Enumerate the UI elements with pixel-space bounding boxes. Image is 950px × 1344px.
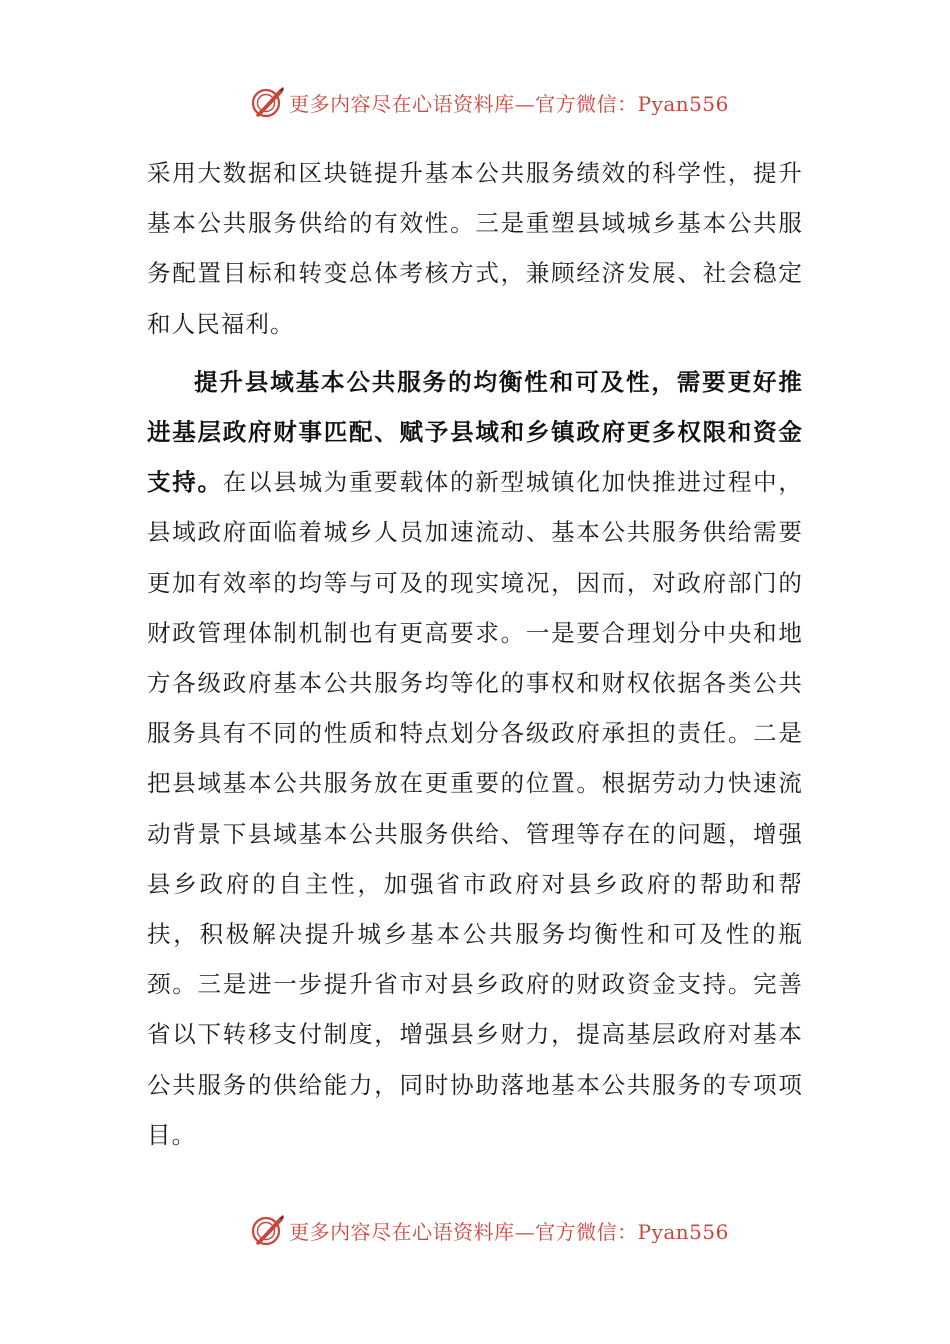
pen-seal-icon <box>249 1212 285 1248</box>
banner-text: 更多内容尽在心语资料库—官方微信：Pyan556 <box>289 1219 729 1244</box>
paragraph-2 <box>147 357 803 1160</box>
banner-text: 更多内容尽在心语资料库—官方微信：Pyan556 <box>289 91 729 116</box>
footer-banner <box>0 1210 950 1250</box>
banner-inner <box>249 1212 729 1248</box>
pen-seal-icon <box>249 84 285 120</box>
paragraph-2-lead: 提升县域基本公共服务的均衡性和可及性，需要更好推进基层政府财事匹配、赋予县域和乡镇政府更多权限和资金支持。 <box>147 367 803 497</box>
paragraph-2-body: 在以县城为重要载体的新型城镇化加快推进过程中，县域政府面临着城乡人员加速流动、基本公共服务供给需要更加有效率的均等与可及的现实境况，因而，对政府部门的财政管理体制机制也有更高要求。一是要合理划分中央和地方各级政府基本公共服务均等化的事权和财权依据各类公共服务具有不同的性质和特点划分各级政府承担的责任。二是把县域基本公共服务放在更重要的位置。根据劳动力快速流动背景下县域基本公共服务供给、管理等存在的问题，增强县乡政府的自主性，加强省市政府对县乡政府的帮助和帮扶，积极解决提升城乡基本公共服务均衡性和可及性的瓶颈。三是进一步提升省市对县乡政府的财政资金支持。完善省以下转移支付制度，增强县乡财力，提高基层政府对基本公共服务的供给能力，同时协助落地基本公共服务的专项项目。 <box>147 468 803 1149</box>
banner-inner <box>249 84 729 120</box>
header-banner <box>0 82 950 122</box>
paragraph-1: 采用大数据和区块链提升基本公共服务绩效的科学性，提升基本公共服务供给的有效性。三是重塑县域城乡基本公共服务配置目标和转变总体考核方式，兼顾经济发展、社会稳定和人民福利。 <box>147 159 803 338</box>
document-body <box>147 148 803 1160</box>
